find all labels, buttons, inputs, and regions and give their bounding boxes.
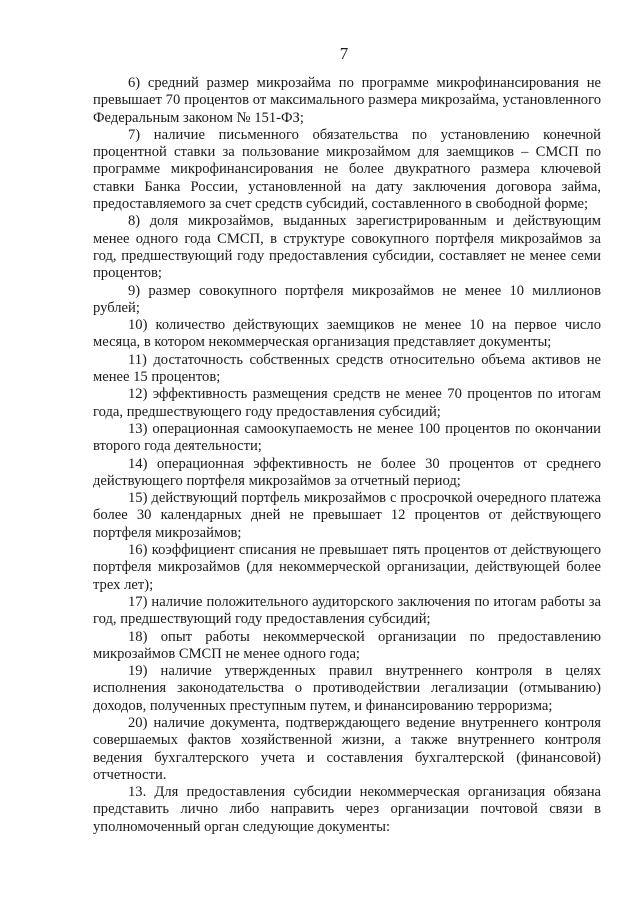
paragraph-item-14: 14) операционная эффективность не более 30 процентов от среднего действующего портфеля микрозаймов за отчетный период;: [93, 455, 601, 489]
paragraph-item-13: 13) операционная самоокупаемость не менее 100 процентов по окончании второго года деятельности;: [93, 420, 601, 455]
paragraph-item-7: 7) наличие письменного обязательства по установлению конечной процентной ставки за пользование микрозаймом для заемщиков – СМСП по программе микрофинансирования не более двукратного размера ключевой ставки Банка России, установленной на дату заключения договора займа, предоставляемого за счет средств субсидий, составленного в свободной форме;: [93, 126, 601, 213]
section-13-paragraph: 13. Для предоставления субсидии некоммерческая организация обязана представить лично либо направить через организации почтовой связи в уполномоченный орган следующие документы:: [93, 784, 601, 835]
page-number: 7: [339, 44, 349, 63]
paragraph-item-9: 9) размер совокупного портфеля микрозаймов не менее 10 миллионов рублей;: [93, 282, 601, 316]
paragraph-item-18: 18) опыт работы некоммерческой организации по предоставлению микрозаймов СМСП не менее одного года;: [93, 628, 601, 662]
paragraph-item-17: 17) наличие положительного аудиторского заключения по итогам работы за год, предшествующий году предоставления субсидий;: [93, 593, 601, 628]
paragraph-item-8: 8) доля микрозаймов, выданных зарегистрированным и действующим менее одного года СМСП, в структуре совокупного портфеля микрозаймов за год, предшествующий году предоставления субсидии, составляет не менее семи процентов;: [93, 213, 601, 282]
paragraph-item-11: 11) достаточность собственных средств относительно объема активов не менее 15 процентов;: [93, 351, 601, 386]
paragraph-item-10: 10) количество действующих заемщиков не менее 10 на первое число месяца, в котором некоммерческая организация представляет документы;: [93, 317, 601, 351]
document-body: [93, 75, 601, 836]
paragraph-item-16: 16) коэффициент списания не превышает пять процентов от действующего портфеля микрозаймов (для некоммерческой организации, действующей более трех лет);: [93, 542, 601, 593]
paragraph-item-15: 15) действующий портфель микрозаймов с просрочкой очередного платежа более 30 календарных дней не превышает 12 процентов от действующего портфеля микрозаймов;: [93, 490, 601, 541]
paragraph-item-12: 12) эффективность размещения средств не менее 70 процентов по итогам года, предшествующего году предоставления субсидий;: [93, 386, 601, 420]
paragraph-item-6: 6) средний размер микрозайма по программе микрофинансирования не превышает 70 процентов от максимального размера микрозайма, установленного Федеральным законом № 151-ФЗ;: [93, 75, 601, 126]
paragraph-item-19: 19) наличие утвержденных правил внутреннего контроля в целях исполнения законодательства о противодействии легализации (отмыванию) доходов, полученных преступным путем, и финансированию терроризма;: [93, 663, 601, 714]
paragraph-item-20: 20) наличие документа, подтверждающего ведение внутреннего контроля совершаемых фактов хозяйственной жизни, а также внутреннего контроля ведения бухгалтерского учета и составления бухгалтерской (финансовой) отчетности.: [93, 714, 601, 783]
